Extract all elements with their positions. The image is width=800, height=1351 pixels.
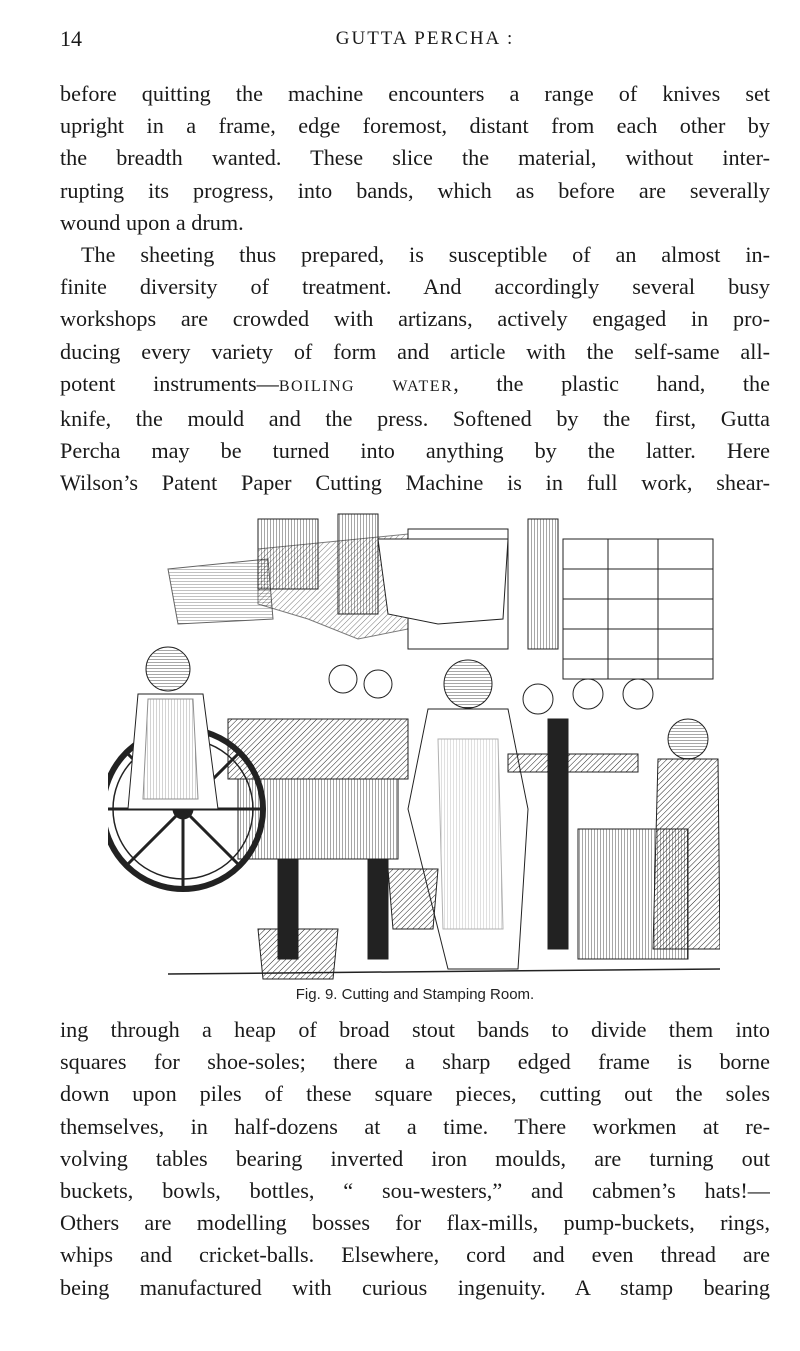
bottom-text-block (60, 1014, 770, 1304)
top-text-block (60, 78, 770, 500)
text-line: ing through a heap of broad stout bands to divide them into (60, 1017, 770, 1042)
text-line: squares for shoe-soles; there a sharp edged frame is borne (60, 1049, 770, 1075)
text-line-small-caps (60, 368, 770, 403)
floor-line (168, 969, 720, 974)
page-number: 14 (60, 26, 82, 51)
text-line: knife, the mould and the press. Softened by the first, Gutta (60, 406, 770, 432)
cutting-stamping-room-illustration (108, 509, 720, 984)
engraving-figure (108, 509, 720, 984)
text-segment: , the plastic hand, the (453, 370, 770, 396)
worker-left (128, 647, 218, 809)
text-line: before quitting the machine encounters a range of knives set (60, 81, 770, 106)
text-line: down upon piles of these square pieces, cutting out the soles (60, 1081, 770, 1107)
paragraph-1 (60, 78, 770, 239)
text-line: whips and cricket-balls. Elsewhere, cord and even thread are (60, 1242, 770, 1268)
text-line: ducing every variety of form and article with the self-same all- (60, 338, 770, 364)
text-line: the breadth wanted. These slice the material, without inter- (60, 145, 770, 171)
worker-right (653, 719, 720, 949)
text-line: themselves, in half-dozens at a time. There workmen at re- (60, 1113, 770, 1139)
figure-caption: Fig. 9. Cutting and Stamping Room. (295, 986, 535, 1003)
text-line: rupting its progress, into bands, which as before are severally (60, 177, 770, 203)
paragraph-3 (60, 1014, 770, 1304)
text-line: finite diversity of treatment. And accordingly several busy (60, 274, 770, 300)
running-title: GUTTA PERCHA : (335, 28, 515, 49)
text-line: workshops are crowded with artizans, actively engaged in pro- (60, 306, 770, 332)
text-line: wound upon a drum. (60, 209, 244, 235)
text-line: Percha may be turned into anything by the latter. Here (60, 438, 770, 464)
small-caps-phrase: BOILING WATER (278, 377, 454, 395)
text-line: volving tables bearing inverted iron moulds, are turning out (60, 1145, 770, 1171)
hanging-sheets (168, 534, 508, 639)
machine-bed (228, 719, 408, 959)
text-line: being manufactured with curious ingenuity. A stamp bearing (60, 1274, 770, 1300)
text-segment: potent instruments— (60, 370, 279, 396)
paragraph-2 (60, 239, 770, 500)
text-line: Others are modelling bosses for flax-mills, pump-buckets, rings, (60, 1210, 770, 1236)
text-line: upright in a frame, edge foremost, distant from each other by (60, 113, 770, 139)
text-line: buckets, bowls, bottles, “ sou-westers,” and cabmen’s hats!— (60, 1178, 770, 1204)
running-head (60, 26, 770, 56)
text-line: Wilson’s Patent Paper Cutting Machine is in full work, shear- (60, 470, 770, 496)
text-line: The sheeting thus prepared, is susceptible of an almost in- (81, 242, 770, 268)
